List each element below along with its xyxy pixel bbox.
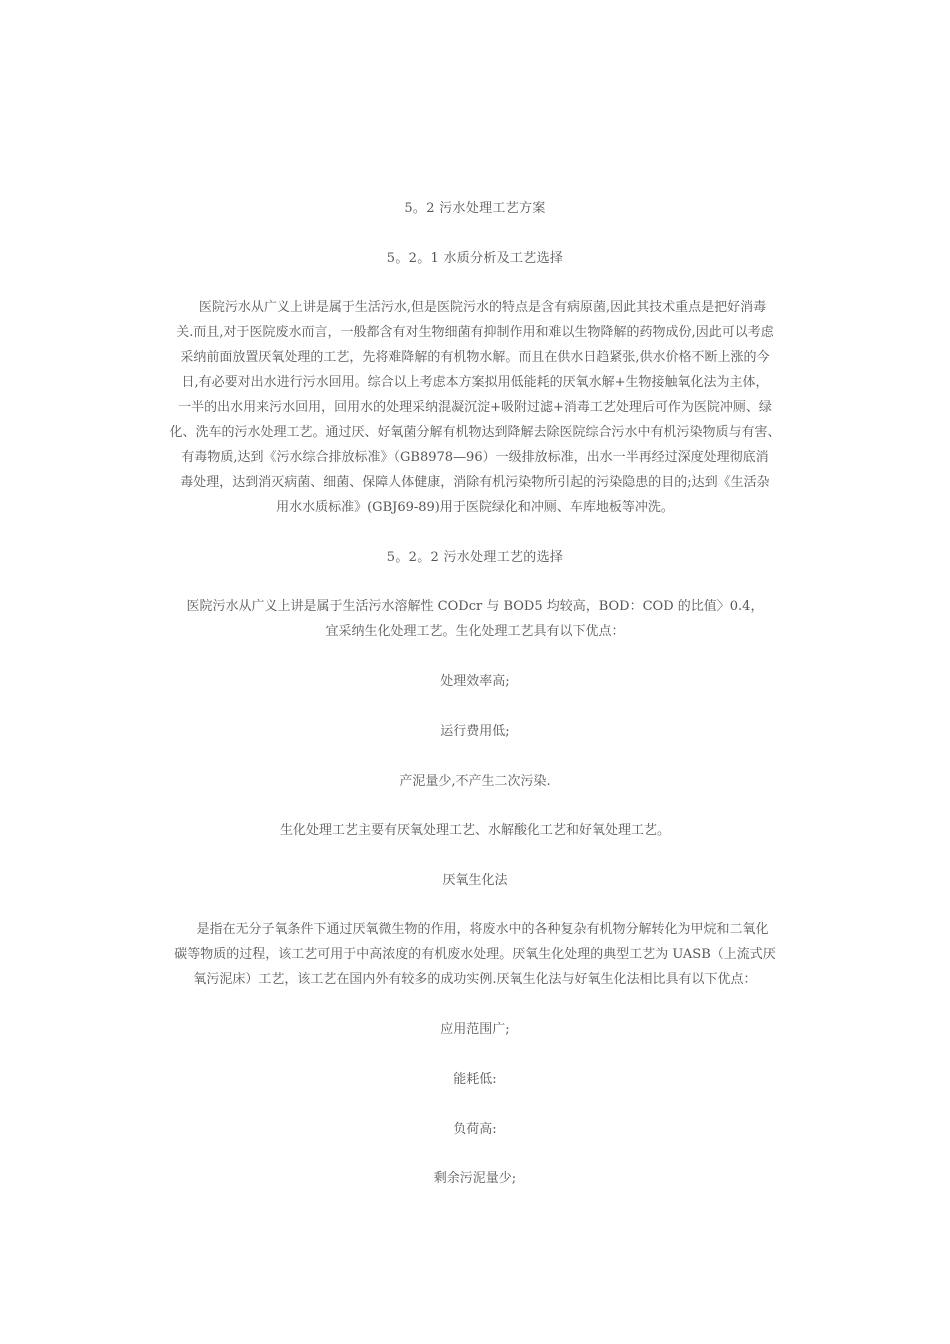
paragraph-line: 是指在无分子氧条件下通过厌氧微生物的作用，将废水中的各种复杂有机物分解转化为甲烷和二氧化 [196,922,769,937]
paragraph-line: 宜采纳生化处理工艺。生化处理工艺具有以下优点： [325,624,625,639]
paragraph-line: 有毒物质,达到《污水综合排放标准》（GB8978—96）一级排放标准，出水一半再经过深度处理彻底消 [181,450,769,465]
advantage-item: 产泥量少,不产生二次污染. [399,774,551,789]
paragraph-line: 日,有必要对出水进行污水回用。综合以上考虑本方案拟用低能耗的厌氧水解+生物接触氧化法为主体， [181,375,769,390]
anaerobic-title: 厌氧生化法 [442,873,508,888]
advantage-item: 运行费用低; [440,724,510,739]
paragraph-line: 化、洗车的污水处理工艺。通过厌、好氧菌分解有机物达到降解去除医院综合污水中有机污染物质与有害、 [169,425,781,440]
paragraph-water-quality-analysis [0,295,950,520]
section-heading-5-2: 5。2 污水处理工艺方案 [404,201,546,216]
paragraph-line: 毒处理，达到消灭病菌、细菌、保障人体健康，消除有机污染物所引起的污染隐患的目的;达到《生活杂 [180,475,770,490]
paragraph-line: 氧污泥床）工艺，该工艺在国内外有较多的成功实例.厌氧生化法与好氧生化法相比具有以下优点： [193,972,757,987]
anaerobic-advantage-item: 能耗低: [453,1072,497,1087]
paragraph-line: 医院污水从广义上讲是属于生活污水,但是医院污水的特点是含有病原菌,因此其技术重点是把好消毒 [198,300,767,315]
advantage-item: 处理效率高; [440,674,510,689]
anaerobic-advantage-item: 剩余污泥量少; [433,1171,517,1186]
anaerobic-advantage-item: 负荷高: [453,1122,497,1137]
section-heading-5-2-2: 5。2。2 污水处理工艺的选择 [386,550,564,565]
paragraph-line: 关.而且,对于医院废水而言，一般都含有对生物细菌有抑制作用和难以生物降解的药物成份,因此可以考虑 [176,325,774,340]
paragraph-line: 采纳前面放置厌氧处理的工艺，先将难降解的有机物水解。而且在供水日趋紧张,供水价格不断上涨的今 [180,350,770,365]
paragraph-line: 医院污水从广义上讲是属于生活污水溶解性 CODcr 与 BOD5 均较高，BOD：COD 的比值〉0.4， [186,599,764,614]
paragraph-line: 碳等物质的过程，该工艺可用于中高浓度的有机废水处理。厌氧生化处理的典型工艺为 UASB（上流式厌 [174,947,776,962]
paragraph-anaerobic [0,917,950,992]
bio-processes-summary: 生化处理工艺主要有厌氧处理工艺、水解酸化工艺和好氧处理工艺。 [279,823,670,838]
paragraph-process-selection [0,594,950,644]
paragraph-line: 用水水质标准》(GBJ69-89)用于医院绿化和冲厕、车库地板等冲洗。 [276,500,674,515]
paragraph-line: 一半的出水用来污水回用，回用水的处理采纳混凝沉淀+吸附过滤+消毒工艺处理后可作为医院冲厕、绿 [178,400,772,415]
section-heading-5-2-1: 5。2。1 水质分析及工艺选择 [386,251,564,266]
anaerobic-advantage-item: 应用范围广; [440,1022,510,1037]
